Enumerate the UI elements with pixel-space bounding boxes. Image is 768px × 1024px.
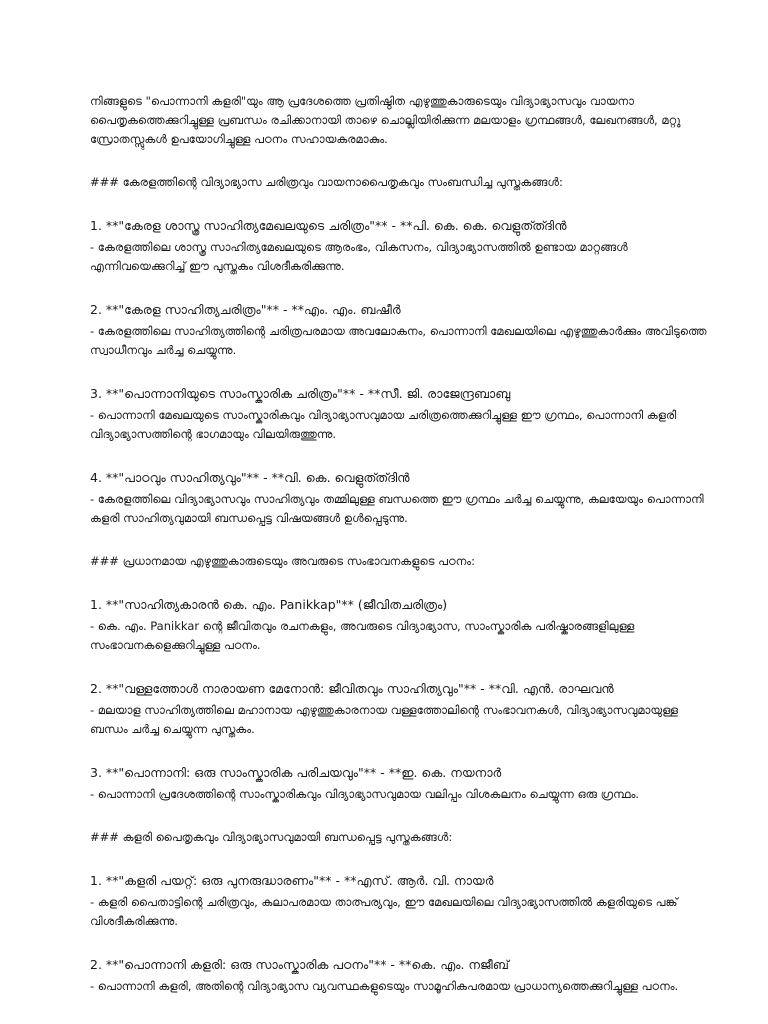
list-item: [90, 955, 712, 996]
book-title: 2. **"പൊന്നാനി കളരി: ഒരു സാംസ്കാരിക പഠനം"** - **കെ. എം. നജീബ്: [90, 957, 509, 972]
intro-paragraph: നിങ്ങളുടെ "പൊന്നാനി കളരി"യും ആ പ്രദേശത്തെ പ്രതിഷ്ഠിത എഴുത്തുകാരുടെയും വിദ്യാഭ്യാസവും വായനാ പൈതൃകത്തെക്കുറിച്ചുള്ള പ്രബന്ധം രചിക്കാനായി താഴെ ചൊല്ലിയിരിക്കുന്ന മലയാളം ഗ്രന്ഥങ്ങൾ, ലേഖനങ്ങൾ, മറ്റു സ്രോതസ്സുകൾ ഉപയോഗിച്ചുള്ള പഠനം സഹായകരമാകും.: [90, 94, 681, 146]
book-title: 3. **"പൊന്നാനി: ഒരു സാംസ്കാരിക പരിചയവും"** - **ഇ. കെ. നയനാർ: [90, 765, 502, 780]
list-item: [90, 468, 712, 528]
list-item: [90, 763, 712, 804]
book-description: - കേരളത്തിലെ ശാസ്ത്ര സാഹിത്യമേഖലയുടെ ആരംഭം, വികസനം, വിദ്യാഭ്യാസത്തിൽ ഉണ്ടായ മാറ്റങ്ങൾ എന്നിവയെക്കുറിച്ച് ഈ പുസ്തകം വിശദീകരിക്കുന്നു.: [90, 240, 628, 273]
book-title: 2. **"വള്ളത്തോൾ നാരായണ മേനോൻ: ജീവിതവും സാഹിത്യവും"** - **വി. എൻ. രാഘവൻ: [90, 681, 614, 696]
book-title: 2. **"കേരള സാഹിത്യചരിത്രം"** - **എം. എം. ബഷീർ: [90, 302, 401, 317]
section-heading-kalari: ### കളരി പൈതൃകവും വിദ്യാഭ്യാസവുമായി ബന്ധപ്പെട്ട പുസ്തകങ്ങൾ:: [90, 830, 453, 844]
book-description: - കേരളത്തിലെ സാഹിത്യത്തിന്റെ ചരിത്രപരമായ അവലോകനം, പൊന്നാനി മേഖലയിലെ എഴുത്തുകാർക്കും അവിടുത്തെ സ്വാധീനവും ചർച്ച ചെയ്യുന്നു.: [90, 324, 707, 357]
list-item: [90, 300, 712, 360]
list-item: [90, 679, 712, 739]
book-title: 1. **"സാഹിത്യകാരൻ കെ. എം. Panikkap"** (ജീവിതചരിത്രം): [90, 597, 448, 612]
book-title: 1. **"കളരി പയറ്റ്: ഒരു പുനരുദ്ധാരണം"** - **എസ്. ആർ. വി. നായർ: [90, 873, 494, 888]
book-description: - കളരി പൈതാട്ടിന്റെ ചരിത്രവും, കലാപരമായ താത്പര്യവും, ഈ മേഖലയിലെ വിദ്യാഭ്യാസത്തിൽ കളരിയുടെ പങ്ക് വിശദീകരിക്കുന്നു.: [90, 895, 678, 928]
list-item: [90, 871, 712, 931]
section-heading-education-history: ### കേരളത്തിന്റെ വിദ്യാഭ്യാസ ചരിത്രവും വായനാപൈതൃകവും സംബന്ധിച്ച പുസ്തകങ്ങൾ:: [90, 175, 563, 189]
section-heading-writers: ### പ്രധാനമായ എഴുത്തുകാരുടെയും അവരുടെ സംഭാവനകളുടെ പഠനം:: [90, 554, 475, 568]
book-description: - മലയാള സാഹിത്യത്തിലെ മഹാനായ എഴുത്തുകാരനായ വള്ളത്തോലിന്റെ സംഭാവനകൾ, വിദ്യാഭ്യാസവുമായുള്ള ബന്ധം ചർച്ച ചെയ്യുന്ന പുസ്തകം.: [90, 703, 678, 736]
book-description: - പൊന്നാനി കളരി, അതിന്റെ വിദ്യാഭ്യാസ വ്യവസ്ഥകളുടെയും സാമൂഹികപരമായ പ്രാധാന്യത്തെക്കുറിച്ചുള്ള പഠനം.: [90, 979, 679, 993]
list-item: [90, 216, 712, 276]
list-item: [90, 595, 712, 655]
book-title: 4. **"പാഠവും സാഹിത്യവും"** - **വി. കെ. വെളുത്ത്ദിൻ: [90, 470, 410, 485]
book-title: 1. **"കേരള ശാസ്ത്ര സാഹിത്യമേഖലയുടെ ചരിത്രം"** - **പി. കെ. കെ. വെളുത്ത്ദിൻ: [90, 218, 567, 233]
book-description: - പൊന്നാനി മേഖലയുടെ സാംസ്കാരികവും വിദ്യാഭ്യാസവുമായ ചരിത്രത്തെക്കുറിച്ചുള്ള ഈ ഗ്രന്ഥം, പൊന്നാനി കളരി വിദ്യാഭ്യാസത്തിന്റെ ഭാഗമായും വിലയിരുത്തുന്നു.: [90, 408, 677, 441]
book-description: - പൊന്നാനി പ്രദേശത്തിന്റെ സാംസ്കാരികവും വിദ്യാഭ്യാസവുമായ വലിപ്പം വിശകലനം ചെയ്യുന്ന ഒരു ഗ്രന്ഥം.: [90, 787, 640, 801]
list-item: [90, 384, 712, 444]
book-title: 3. **"പൊന്നാനിയുടെ സാംസ്കാരിക ചരിത്രം"** - **സീ. ജി. രാജേന്ദ്രബാബു: [90, 386, 511, 401]
book-description: - കെ. എം. Panikkar ന്റെ ജീവിതവും രചനകളും, അവരുടെ വിദ്യാഭ്യാസ, സാംസ്കാരിക പരിഷ്കാരങ്ങളിലുള്ള സംഭാവനകളെക്കുറിച്ചുള്ള പഠനം.: [90, 619, 635, 652]
book-description: - കേരളത്തിലെ വിദ്യാഭ്യാസവും സാഹിത്യവും തമ്മിലുള്ള ബന്ധത്തെ ഈ ഗ്രന്ഥം ചർച്ച ചെയ്യുന്നു, കലയേയും പൊന്നാനി കളരി സാഹിത്യവുമായി ബന്ധപ്പെട്ട വിഷയങ്ങൾ ഉൾപ്പെടുന്നു.: [90, 492, 704, 525]
